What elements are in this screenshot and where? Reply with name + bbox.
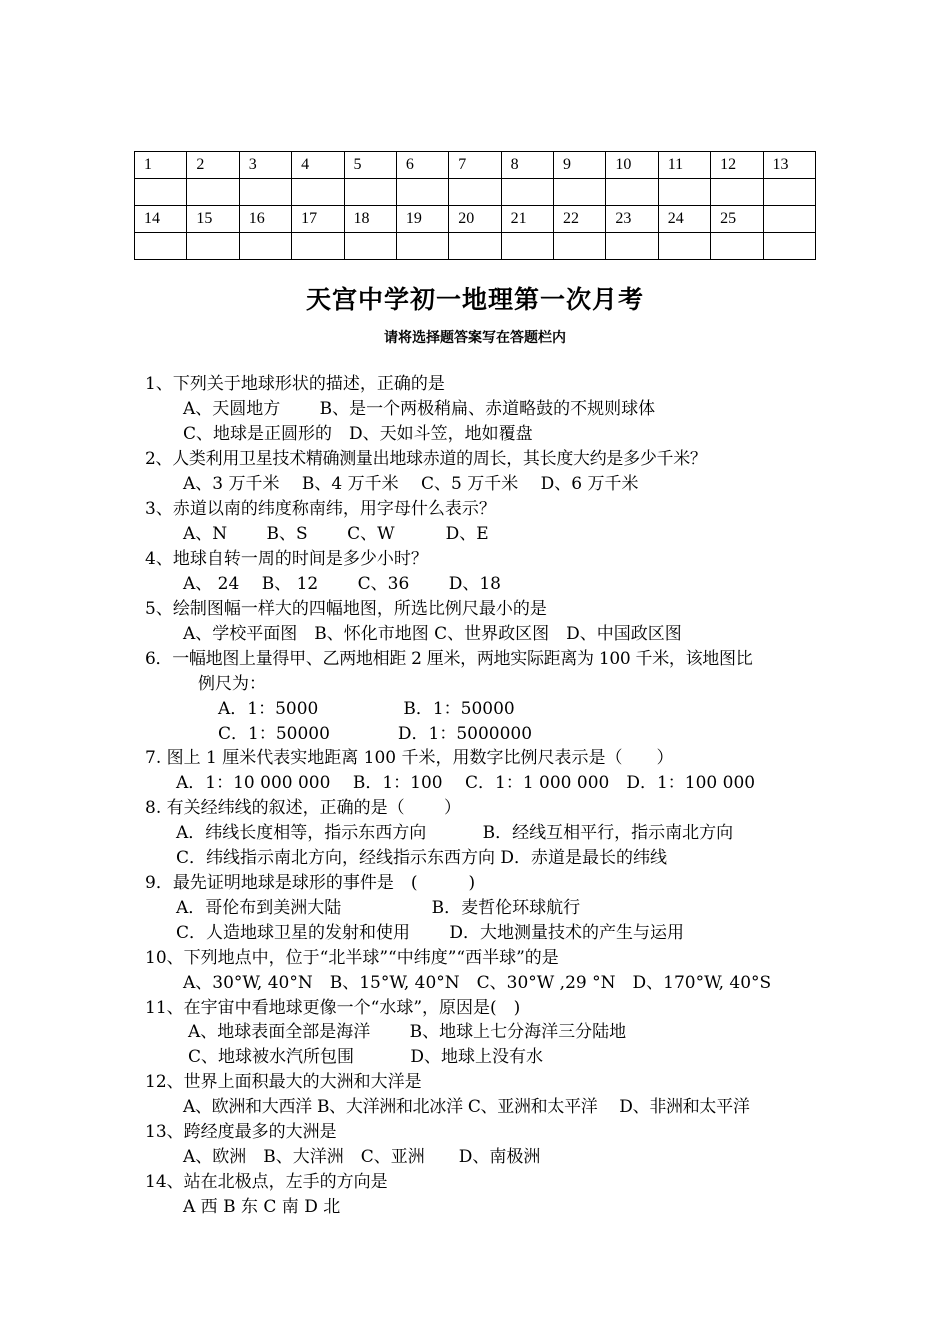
question-number-cell: 15 <box>187 206 239 233</box>
exam-subtitle: 请将选择题答案写在答题栏内 <box>384 330 566 346</box>
question-8-options-a: A．纬线长度相等，指示东西方向 B．经线互相平行，指示南北方向 <box>176 823 734 843</box>
answer-cell[interactable] <box>711 233 763 260</box>
question-number-cell: 12 <box>711 152 763 179</box>
question-number-cell: 22 <box>554 206 606 233</box>
question-number-cell: 10 <box>606 152 658 179</box>
answer-cell[interactable] <box>763 233 816 260</box>
answer-cell[interactable] <box>135 233 187 260</box>
question-number-cell: 4 <box>292 152 344 179</box>
question-number-cell: 14 <box>135 206 187 233</box>
question-6-options-a: A．1：5000 B．1：50000 <box>218 699 515 719</box>
answer-cell[interactable] <box>396 233 448 260</box>
answer-cell[interactable] <box>711 179 763 206</box>
question-number-cell: 19 <box>396 206 448 233</box>
question-number-cell: 9 <box>554 152 606 179</box>
question-12: 12、世界上面积最大的大洲和大洋是 <box>145 1072 422 1092</box>
question-4-options: A、 24 B、 12 C、36 D、18 <box>183 574 501 594</box>
answer-cell[interactable] <box>239 179 291 206</box>
question-8: 8. 有关经纬线的叙述，正确的是（ ） <box>145 798 462 818</box>
question-11: 11、在宇宙中看地球更像一个“水球”，原因是( ) <box>145 998 521 1018</box>
question-12-options: A、欧洲和大西洋 B、大洋洲和北冰洋 C、亚洲和太平洋 D、非洲和太平洋 <box>183 1097 750 1117</box>
question-8-options-b: C．纬线指示南北方向，经线指示东西方向 D．赤道是最长的纬线 <box>176 848 668 868</box>
question-2: 2、人类利用卫星技术精确测量出地球赤道的周长，其长度大约是多少千米？ <box>145 449 707 469</box>
question-3-options: A、N B、S C、W D、E <box>183 524 489 544</box>
question-6-options-b: C．1：50000 D．1：5000000 <box>218 724 533 744</box>
answer-cell[interactable] <box>292 233 344 260</box>
question-14-options: A 西 B 东 C 南 D 北 <box>183 1197 341 1217</box>
answer-grid-body <box>135 152 816 260</box>
question-number-cell: 1 <box>135 152 187 179</box>
answer-cell[interactable] <box>187 233 239 260</box>
answer-cell[interactable] <box>135 179 187 206</box>
question-number-cell: 11 <box>658 152 710 179</box>
answer-cell[interactable] <box>658 179 710 206</box>
answer-cell[interactable] <box>501 179 553 206</box>
question-5-options: A、学校平面图 B、怀化市地图 C、世界政区图 D、中国政区图 <box>183 624 682 644</box>
question-number-cell: 20 <box>449 206 501 233</box>
question-11-options-a: A、地球表面全部是海洋 B、地球上七分海洋三分陆地 <box>188 1022 627 1042</box>
answer-cell[interactable] <box>187 179 239 206</box>
answer-grid <box>134 151 816 260</box>
question-7: 7. 图上 1 厘米代表实地距离 100 千米，用数字比例尺表示是（ ） <box>145 748 674 768</box>
question-14: 14、站在北极点，左手的方向是 <box>145 1172 388 1192</box>
answer-cell[interactable] <box>606 179 658 206</box>
answer-cell[interactable] <box>763 179 816 206</box>
answer-cell[interactable] <box>554 233 606 260</box>
question-11-options-b: C、地球被水汽所包围 D、地球上没有水 <box>188 1047 544 1067</box>
question-number-cell: 3 <box>239 152 291 179</box>
question-9-options-b: C．人造地球卫星的发射和使用 D．大地测量技术的产生与运用 <box>176 923 685 943</box>
answer-cell[interactable] <box>554 179 606 206</box>
question-number-cell: 2 <box>187 152 239 179</box>
question-2-options: A、3 万千米 B、4 万千米 C、5 万千米 D、6 万千米 <box>183 474 639 494</box>
question-number-cell: 24 <box>658 206 710 233</box>
question-number-cell: 16 <box>239 206 291 233</box>
answer-cell[interactable] <box>449 179 501 206</box>
question-4: 4、地球自转一周的时间是多少小时？ <box>145 549 428 569</box>
question-number-cell: 6 <box>396 152 448 179</box>
question-1: 1、下列关于地球形状的描述，正确的是 <box>145 374 445 394</box>
question-1-options-b: C、地球是正圆形的 D、天如斗笠，地如覆盘 <box>183 424 533 444</box>
answer-grid-row <box>135 233 816 260</box>
answer-cell[interactable] <box>344 179 396 206</box>
exam-title: 天宫中学初一地理第一次月考 <box>305 285 644 314</box>
question-number-cell: 21 <box>501 206 553 233</box>
question-number-cell: 18 <box>344 206 396 233</box>
answer-grid-row <box>135 206 816 233</box>
question-6-continued: 例尺为： <box>198 674 266 694</box>
question-10-options: A、30°W, 40°N B、15°W, 40°N C、30°W ,29 °N D、170°W, 40°S <box>183 973 772 993</box>
answer-cell[interactable] <box>239 233 291 260</box>
question-number-cell: 8 <box>501 152 553 179</box>
answer-cell[interactable] <box>606 233 658 260</box>
answer-cell[interactable] <box>449 233 501 260</box>
question-7-options: A．1：10 000 000 B．1：100 C．1：1 000 000 D．1：100 000 <box>176 773 756 793</box>
question-number-cell: 23 <box>606 206 658 233</box>
question-6: 6．一幅地图上量得甲、乙两地相距 2 厘米，两地实际距离为 100 千米，该地图比 <box>145 649 753 669</box>
question-number-cell: 25 <box>711 206 763 233</box>
question-number-cell: 13 <box>763 152 816 179</box>
question-9: 9．最先证明地球是球形的事件是 ( ) <box>145 873 476 893</box>
answer-cell[interactable] <box>501 233 553 260</box>
answer-cell[interactable] <box>292 179 344 206</box>
question-13-options: A、欧洲 B、大洋洲 C、亚洲 D、南极洲 <box>183 1147 541 1167</box>
answer-grid-row <box>135 152 816 179</box>
question-9-options-a: A．哥伦布到美洲大陆 B．麦哲伦环球航行 <box>176 898 581 918</box>
answer-cell[interactable] <box>344 233 396 260</box>
answer-grid-row <box>135 179 816 206</box>
question-number-cell: 17 <box>292 206 344 233</box>
question-1-options-a: A、天圆地方 B、是一个两极稍扁、赤道略鼓的不规则球体 <box>183 399 656 419</box>
question-5: 5、绘制图幅一样大的四幅地图，所选比例尺最小的是 <box>145 599 547 619</box>
question-3: 3、赤道以南的纬度称南纬，用字母什么表示？ <box>145 499 496 519</box>
question-number-cell: 7 <box>449 152 501 179</box>
answer-cell[interactable] <box>396 179 448 206</box>
question-number-cell <box>763 206 816 233</box>
question-13: 13、跨经度最多的大洲是 <box>145 1122 337 1142</box>
question-number-cell: 5 <box>344 152 396 179</box>
answer-cell[interactable] <box>658 233 710 260</box>
question-10: 10、下列地点中，位于“北半球”“中纬度”“西半球”的是 <box>145 948 559 968</box>
